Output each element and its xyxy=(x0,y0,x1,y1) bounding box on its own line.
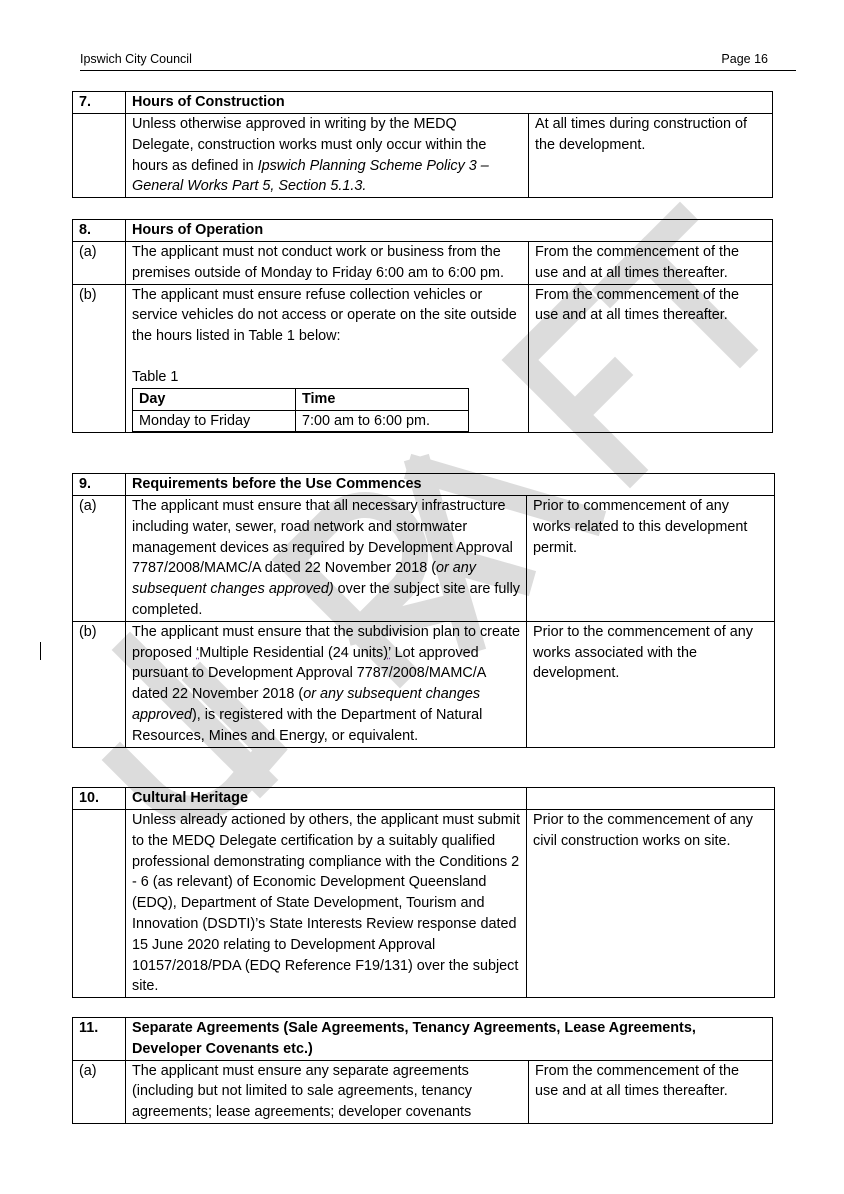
condition-text: Unless already actioned by others, the applicant must submit to the MEDQ Delegate certification by a suitably qualified professional demonstrating compliance with the Conditions 2 - 6 (as relevant) of Economic Development Queensland (EDQ), Department of State Development, Tourism and Innovation (DSDTI)’s State Interests Review response dated 15 June 2020 relating to Development Approval 10157/2018/PDA (EDQ Reference F19/131) over the subject site. xyxy=(126,810,527,998)
condition-9-table xyxy=(72,473,775,748)
hours-table-cell-day: Monday to Friday xyxy=(133,410,296,432)
hours-table-header-time: Time xyxy=(296,388,469,410)
condition-number: 9. xyxy=(73,474,126,496)
item-label: (a) xyxy=(73,1060,126,1123)
condition-11-table xyxy=(72,1017,773,1124)
item-label: (b) xyxy=(73,621,126,747)
table-caption: Table 1 xyxy=(132,368,179,385)
condition-10-table xyxy=(72,787,775,998)
revision-bar xyxy=(40,642,41,660)
condition-timing: Prior to the commencement of any works associated with the development. xyxy=(527,621,775,747)
item-label: (a) xyxy=(73,496,126,622)
item-label: (a) xyxy=(73,242,126,285)
condition-number: 11. xyxy=(73,1018,126,1061)
hours-table-header-day: Day xyxy=(133,388,296,410)
condition-title: Hours of Operation xyxy=(126,220,773,242)
item-label: (b) xyxy=(73,284,126,433)
condition-title: Hours of Construction xyxy=(126,92,773,114)
condition-text: The applicant must ensure that all necessary infrastructure including water, sewer, road network and stormwater management devices as required by Development Approval 7787/2008/MAMC/A dated 22 November 2018 (or any subsequent changes approved) over the subject site are fully completed. xyxy=(126,496,527,622)
condition-timing: Prior to commencement of any works related to this development permit. xyxy=(527,496,775,622)
condition-title: Separate Agreements (Sale Agreements, Tenancy Agreements, Lease Agreements, Developer Covenants etc.) xyxy=(126,1018,773,1061)
condition-number: 8. xyxy=(73,220,126,242)
condition-timing: From the commencement of the use and at all times thereafter. xyxy=(529,284,773,433)
header-organisation: Ipswich City Council xyxy=(80,52,192,66)
condition-title: Cultural Heritage xyxy=(126,788,527,810)
condition-text: Unless otherwise approved in writing by the MEDQ Delegate, construction works must only occur within the hours as defined in Ipswich Planning Scheme Policy 3 – General Works Part 5, Section 5.1.3. xyxy=(126,114,529,198)
hours-table-cell-time: 7:00 am to 6:00 pm. xyxy=(296,410,469,432)
condition-text: The applicant must ensure refuse collection vehicles or service vehicles do not access or operate on the site outside the hours listed in Table 1 below: Table 1 Day Time Monday to Friday 7:00 am to 6:00 pm. xyxy=(126,284,529,433)
condition-timing: Prior to the commencement of any civil construction works on site. xyxy=(527,810,775,998)
header-page-number: Page 16 xyxy=(721,52,768,66)
condition-text: The applicant must not conduct work or business from the premises outside of Monday to Friday 6:00 am to 6:00 pm. xyxy=(126,242,529,285)
page-header xyxy=(80,52,796,71)
condition-7-table xyxy=(72,91,773,198)
hours-table xyxy=(132,388,469,433)
condition-timing: From the commencement of the use and at all times thereafter. xyxy=(529,242,773,285)
condition-number: 7. xyxy=(73,92,126,114)
condition-timing: From the commencement of the use and at all times thereafter. xyxy=(529,1060,773,1123)
condition-text: The applicant must ensure that the subdivision plan to create proposed ‘Multiple Residential (24 units)’ Lot approved pursuant to Development Approval 7787/2008/MAMC/A dated 22 November 2018 (or any subsequent changes approved), is registered with the Department of Natural Resources, Mines and Energy, or equivalent. xyxy=(126,621,527,747)
condition-number: 10. xyxy=(73,788,126,810)
condition-title: Requirements before the Use Commences xyxy=(126,474,775,496)
condition-timing: At all times during construction of the development. xyxy=(529,114,773,198)
condition-8-table xyxy=(72,219,773,433)
condition-text: The applicant must ensure any separate agreements (including but not limited to sale agreements, tenancy agreements; lease agreements; developer covenants xyxy=(126,1060,529,1123)
